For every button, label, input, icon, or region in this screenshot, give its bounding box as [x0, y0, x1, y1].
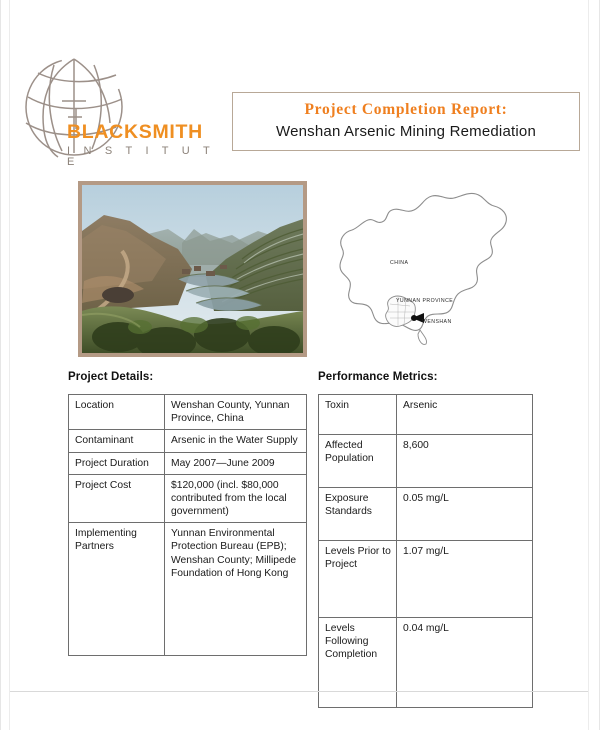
- blacksmith-institute-logo: [18, 57, 218, 167]
- footer-divider: [10, 691, 588, 692]
- table-row: [319, 488, 533, 541]
- row-value: Arsenic: [397, 395, 533, 435]
- row-label: Implementing Partners: [69, 523, 165, 656]
- map-label-wenshan: WENSHAN: [422, 319, 452, 325]
- site-photo-frame: [78, 181, 307, 357]
- project-details-table: [68, 394, 307, 656]
- row-value: $120,000 (incl. $80,000 contributed from the local government): [165, 474, 307, 523]
- logo-subtitle: I N S T I T U T E: [67, 144, 215, 168]
- row-label: Toxin: [319, 395, 397, 435]
- china-location-map: [328, 188, 523, 353]
- row-value: 8,600: [397, 435, 533, 488]
- china-outline-map-graphic: [328, 188, 523, 353]
- page-content-area: [9, 0, 589, 730]
- table-row: [69, 523, 307, 656]
- table-row: [319, 395, 533, 435]
- terraced-valley-photo-graphic: [82, 185, 303, 353]
- row-value: 0.05 mg/L: [397, 488, 533, 541]
- map-label-china: CHINA: [390, 260, 409, 266]
- table-row: [69, 452, 307, 474]
- document-header: [10, 55, 588, 170]
- row-label: Levels Prior to Project: [319, 541, 397, 618]
- row-value: 1.07 mg/L: [397, 541, 533, 618]
- row-label: Project Cost: [69, 474, 165, 523]
- table-row: [319, 618, 533, 708]
- project-details-heading: Project Details:: [68, 371, 154, 383]
- report-type-title: Project Completion Report:: [304, 101, 508, 119]
- row-value: Yunnan Environmental Protection Bureau (EPB); Wenshan County; Millipede Foundation of Hong Kong: [165, 523, 307, 656]
- row-label: Location: [69, 395, 165, 430]
- table-row: [319, 541, 533, 618]
- performance-metrics-heading: Performance Metrics:: [318, 371, 438, 383]
- row-label: Levels Following Completion: [319, 618, 397, 708]
- row-label: Project Duration: [69, 452, 165, 474]
- table-row: [319, 435, 533, 488]
- row-value: Wenshan County, Yunnan Province, China: [165, 395, 307, 430]
- site-photo: [82, 185, 303, 353]
- table-row: [69, 474, 307, 523]
- performance-metrics-table: [318, 394, 533, 708]
- logo-wordmark: [67, 123, 217, 168]
- row-label: Affected Population: [319, 435, 397, 488]
- row-value: 0.04 mg/L: [397, 618, 533, 708]
- row-label: Exposure Standards: [319, 488, 397, 541]
- report-title-box: [232, 92, 580, 151]
- map-label-yunnan-province: YUNNAN PROVINCE: [396, 298, 454, 304]
- report-subject-title: Wenshan Arsenic Mining Remediation: [276, 123, 536, 141]
- table-row: [69, 430, 307, 452]
- logo-name: BLACKSMITH: [67, 121, 203, 143]
- row-value: May 2007—June 2009: [165, 452, 307, 474]
- row-value: Arsenic in the Water Supply: [165, 430, 307, 452]
- table-row: [69, 395, 307, 430]
- row-label: Contaminant: [69, 430, 165, 452]
